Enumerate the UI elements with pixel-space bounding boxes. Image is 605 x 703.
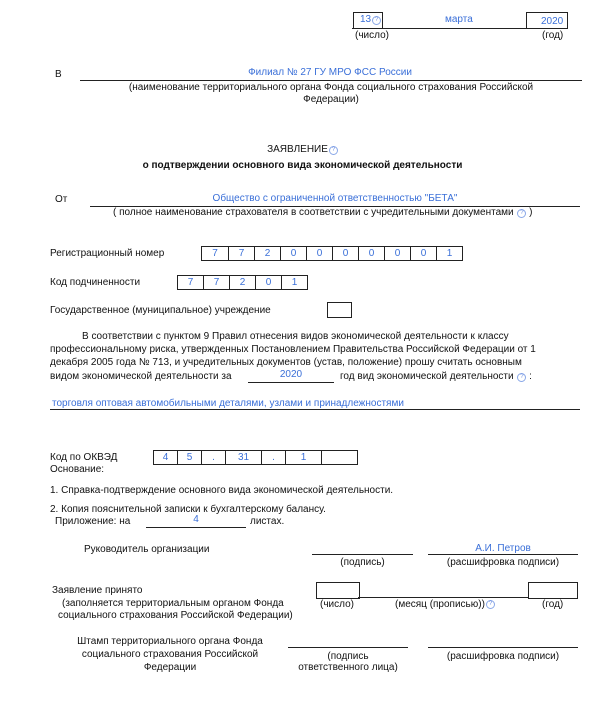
sub-digit: 2 — [230, 276, 256, 289]
reg-digit: 0 — [411, 247, 437, 260]
reg-digit: 2 — [255, 247, 281, 260]
attach-suffix: листах. — [250, 516, 285, 527]
sub-code-label: Код подчиненности — [50, 277, 141, 288]
basis-item-2: 2. Копия пояснительной записки к бухгалтерскому балансу. — [50, 504, 326, 515]
okved-cell — [322, 451, 357, 464]
reg-digit: 0 — [359, 247, 385, 260]
accepted-year-caption: (год) — [542, 599, 564, 610]
accepted-note-1: (заполняется территориальным органом Фонда — [62, 598, 284, 609]
okved-cells[interactable] — [153, 450, 358, 465]
okved-cell: . — [262, 451, 286, 464]
to-caption-1: (наименование территориального органа Фонда социального страхования Российской — [128, 82, 534, 93]
reg-digit: 0 — [333, 247, 359, 260]
state-inst-label: Государственное (муниципальное) учреждение — [50, 305, 271, 316]
reg-digit: 7 — [202, 247, 229, 260]
paragraph-last-suffix: год вид экономической деятельности ? : — [340, 371, 532, 382]
paragraph-year-line — [248, 382, 334, 383]
head-name[interactable]: А.И. Петров — [475, 543, 531, 554]
to-caption-2: Федерации) — [303, 94, 359, 105]
to-prefix: В — [55, 69, 62, 80]
help-icon[interactable]: ? — [486, 600, 495, 609]
accepted-day-caption: (число) — [320, 599, 354, 610]
date-day-caption: (число) — [355, 30, 389, 41]
paragraph-line-1: В соответствии с пунктом 9 Правил отнесения видов экономической деятельности к классу — [82, 331, 509, 342]
stamp-line-1: Штамп территориального органа Фонда — [77, 636, 263, 647]
paragraph-line-3: декабря 2005 года № 713, и учредительных документов (устав, положение) прошу считать основным — [50, 357, 522, 368]
from-caption: ( полное наименование страхователя в соответствии с учредительными документами ? ) — [113, 207, 533, 218]
basis-item-1: 1. Справка-подтверждение основного вида экономической деятельности. — [50, 485, 394, 496]
head-decode-caption: (расшифровка подписи) — [446, 557, 560, 568]
head-sig-line — [312, 554, 413, 555]
accepted-note-2: социального страхования Российской Федерации) — [58, 610, 293, 621]
head-name-line — [428, 554, 578, 555]
date-day[interactable]: 13 ? — [360, 14, 381, 26]
help-icon[interactable]: ? — [517, 373, 526, 382]
okved-cell: . — [202, 451, 226, 464]
help-icon[interactable]: ? — [517, 209, 526, 218]
stamp-sig-caption-1: (подпись — [327, 651, 369, 662]
state-inst-checkbox[interactable] — [327, 302, 352, 318]
accepted-year-box[interactable] — [528, 582, 578, 599]
okved-cell: 1 — [286, 451, 322, 464]
attach-line — [146, 527, 246, 528]
reg-digit: 0 — [385, 247, 411, 260]
sub-digit: 1 — [291, 277, 298, 288]
okved-label: Код по ОКВЭД — [50, 452, 118, 463]
activity-value[interactable]: торговля оптовая автомобильными деталями, узлами и принадлежностями — [52, 398, 404, 409]
stamp-sig-caption-2: ответственного лица) — [298, 662, 398, 673]
stamp-line-3: Федерации — [143, 662, 197, 673]
sub-digit: 7 — [204, 276, 230, 289]
help-icon[interactable]: ? — [329, 146, 338, 155]
doc-subtitle: о подтверждении основного вида экономической деятельности — [142, 160, 463, 171]
okved-cell: 4 — [154, 451, 178, 464]
reg-number-label: Регистрационный номер — [50, 248, 165, 259]
okved-cell: 5 — [178, 451, 202, 464]
to-value[interactable]: Филиал № 27 ГУ МРО ФСС России — [248, 67, 412, 78]
reg-digit: 7 — [229, 247, 255, 260]
accepted-month-caption: (месяц (прописью)) — [395, 599, 485, 610]
from-value[interactable]: Общество с ограниченной ответственностью "БЕТА" — [212, 193, 458, 204]
reg-digit: 0 — [307, 247, 333, 260]
attach-count[interactable]: 4 — [193, 514, 199, 525]
activity-line — [50, 409, 580, 410]
reg-digit: 0 — [281, 247, 307, 260]
help-icon[interactable]: ? — [372, 16, 381, 25]
stamp-sig-line — [288, 647, 408, 648]
from-prefix: От — [55, 194, 68, 205]
date-day-box — [353, 12, 383, 29]
date-year-box — [526, 12, 568, 29]
accepted-label: Заявление принято — [52, 585, 143, 596]
accepted-day-box[interactable] — [316, 582, 360, 599]
sub-digit: 0 — [256, 276, 282, 289]
date-year[interactable]: 2020 — [541, 16, 564, 27]
paragraph-last-prefix: видом экономической деятельности за — [50, 371, 232, 382]
sub-code-cells[interactable] — [177, 275, 308, 290]
stamp-decode-caption: (расшифровка подписи) — [446, 651, 560, 662]
attach-prefix: Приложение: на — [55, 516, 131, 527]
date-month[interactable]: марта — [445, 14, 473, 25]
accepted-month-line — [358, 597, 528, 598]
paragraph-year[interactable]: 2020 — [279, 369, 303, 380]
paragraph-line-2: профессиональному риска, утвержденных Постановлением Правительства Российской Федерации от 1 — [50, 344, 536, 355]
to-line — [80, 80, 582, 81]
basis-label: Основание: — [50, 464, 105, 475]
doc-title: ЗАЯВЛЕНИЕ ? — [0, 144, 605, 156]
sub-digit: 7 — [178, 276, 204, 289]
stamp-decode-line — [428, 647, 578, 648]
date-year-caption: (год) — [542, 30, 564, 41]
okved-cell: 31 — [226, 451, 262, 464]
reg-number-cells[interactable] — [201, 246, 463, 261]
head-label: Руководитель организации — [84, 544, 210, 555]
stamp-line-2: социального страхования Российской — [81, 649, 259, 660]
reg-digit: 1 — [446, 248, 453, 259]
head-sig-caption: (подпись) — [340, 557, 385, 568]
